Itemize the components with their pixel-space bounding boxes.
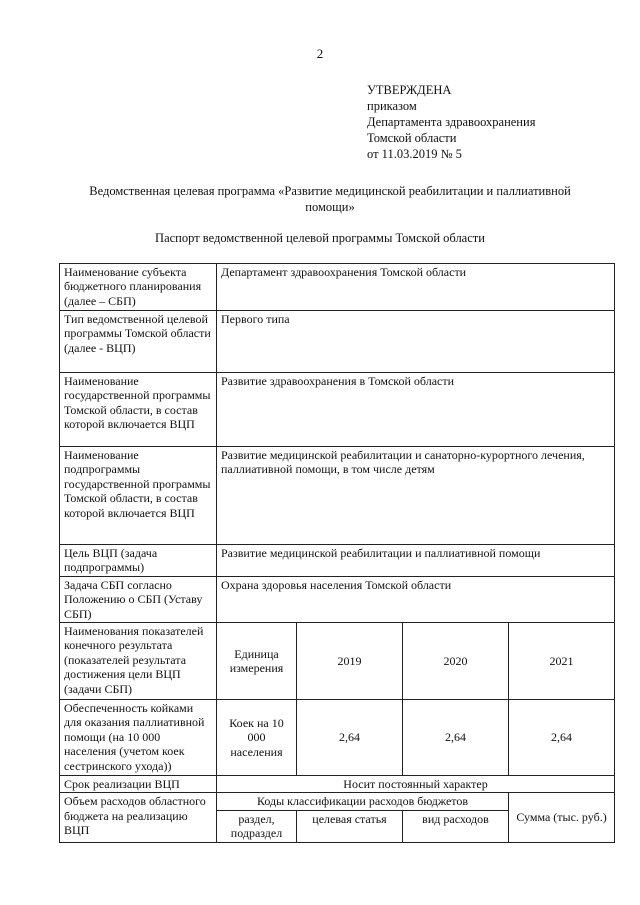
indicator-value: 2,64	[403, 699, 509, 775]
row-label: Срок реализации ВЦП	[60, 775, 217, 792]
row-label: Тип ведомственной целевой программы Томской области (далее - ВЦП)	[60, 311, 217, 373]
row-value: Департамент здравоохранения Томской области	[217, 264, 615, 311]
page-number: 2	[316, 46, 324, 61]
table-row	[60, 447, 615, 545]
year-header: 2020	[403, 622, 509, 699]
table-row	[60, 373, 615, 447]
row-value: Развитие медицинской реабилитации и паллиативной помощи	[217, 545, 615, 577]
row-label: Цель ВЦП (задача подпрограммы)	[60, 545, 217, 577]
row-value: Первого типа	[217, 311, 615, 373]
row-label: Обеспеченность койками для оказания паллиативной помощи (на 10 000 населения (учетом коек сестринского ухода))	[60, 699, 217, 775]
indicator-value: 2,64	[297, 699, 403, 775]
unit-value: Коек на 10 000 населения	[217, 699, 297, 775]
row-label: Объем расходов областного бюджета на реализацию ВЦП	[60, 793, 217, 842]
table-row	[60, 622, 615, 699]
row-label: Наименование государственной программы Томской области, в состав которой включается ВЦП	[60, 373, 217, 447]
unit-header: Единица измерения	[217, 622, 297, 699]
row-value: Охрана здоровья населения Томской области	[217, 576, 615, 622]
program-title: Ведомственная целевая программа «Развитие медицинской реабилитации и паллиативной помощи»	[89, 184, 571, 215]
table-row	[60, 699, 615, 775]
code-column-header: вид расходов	[403, 810, 509, 842]
codes-header: Коды классификации расходов бюджетов	[217, 793, 509, 810]
approval-block	[367, 82, 535, 162]
approval-line: от 11.03.2019 № 5	[367, 147, 462, 161]
passport-title: Паспорт ведомственной целевой программы Томской области	[155, 231, 485, 245]
year-header: 2019	[297, 622, 403, 699]
row-label: Наименование подпрограммы государственной программы Томской области, в состав которой включается ВЦП	[60, 447, 217, 545]
indicator-value: 2,64	[509, 699, 615, 775]
approval-line: Департамента здравоохранения	[367, 115, 536, 129]
row-label: Наименования показателей конечного результата (показателей результата достижения цели ВЦП (задачи СБП)	[60, 622, 217, 699]
sum-header: Сумма (тыс. руб.)	[509, 793, 615, 842]
approval-line: УТВЕРЖДЕНА	[367, 83, 452, 97]
table-row	[60, 264, 615, 311]
row-value: Развитие здравоохранения в Томской области	[217, 373, 615, 447]
row-label: Наименование субъекта бюджетного планирования (далее – СБП)	[60, 264, 217, 311]
passport-table	[59, 263, 615, 843]
table-row	[60, 311, 615, 373]
row-label: Задача СБП согласно Положению о СБП (Уставу СБП)	[60, 576, 217, 622]
year-header: 2021	[509, 622, 615, 699]
code-column-header: целевая статья	[297, 810, 403, 842]
table-row	[60, 545, 615, 577]
row-value: Развитие медицинской реабилитации и санаторно-курортного лечения, паллиативной помощи, в том числе детям	[217, 447, 615, 545]
code-column-header: раздел, подраздел	[217, 810, 297, 842]
table-row	[60, 775, 615, 792]
approval-line: приказом	[367, 99, 417, 113]
row-value: Носит постоянный характер	[217, 775, 615, 792]
approval-line: Томской области	[367, 131, 457, 145]
table-row	[60, 576, 615, 622]
table-row	[60, 793, 615, 810]
